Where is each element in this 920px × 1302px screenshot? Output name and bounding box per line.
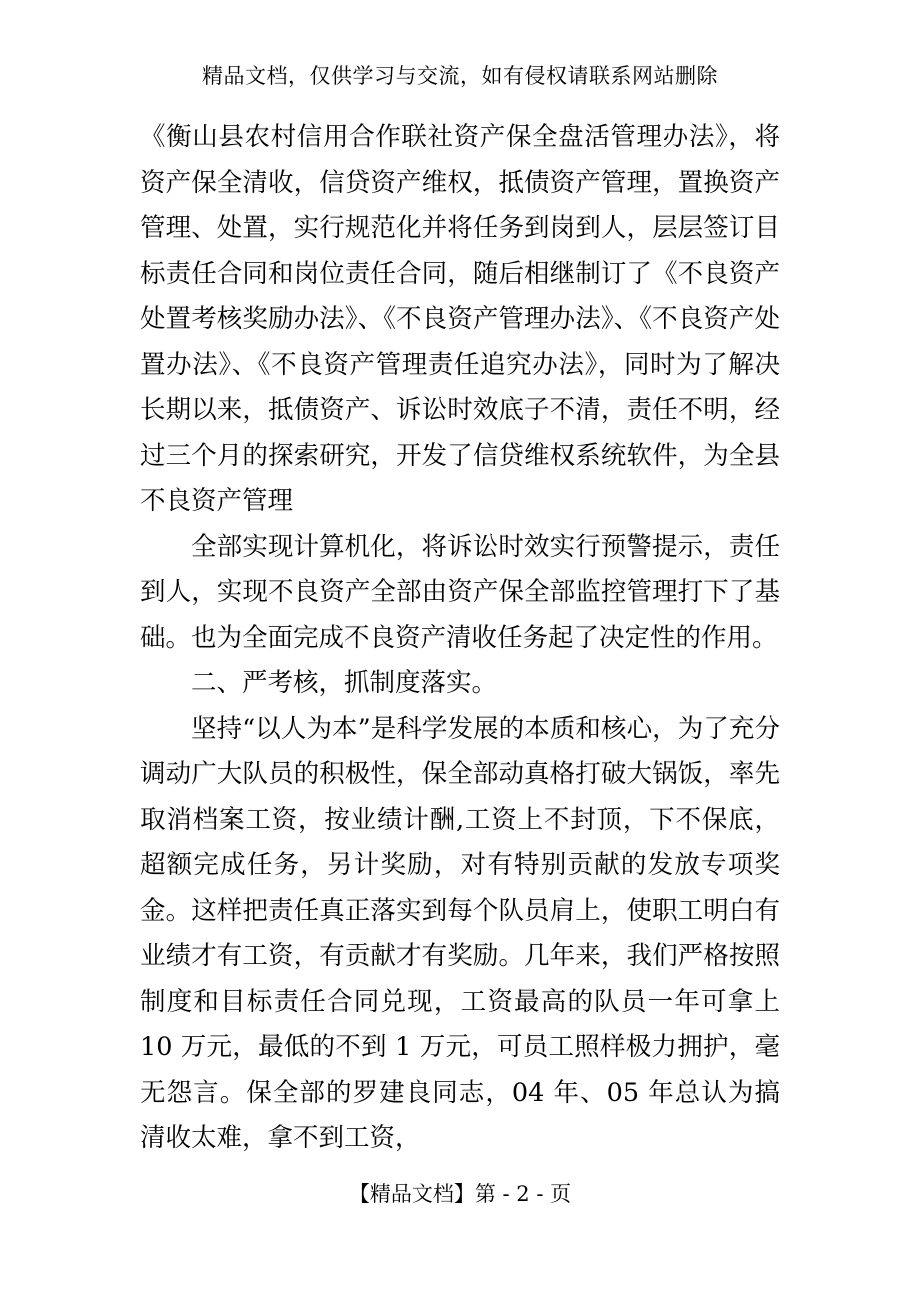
document-body [140, 115, 780, 1162]
section-heading-assessment: 二、严考核，抓制度落实。 [191, 668, 498, 698]
paragraph-continuation: 《衡山县农村信用合作联社资产保全盘活管理办法》，将资产保全清收，信贷资产维权，抵债资产管理，置换资产管理、处置，实行规范化并将任务到岗到人，层层签订目标责任合同和岗位责任合同，随后相继制订了《不良资产处置考核奖励办法》、《不良资产管理办法》、《不良资产处置办法》、《不良资产管理责任追究办法》，同时为了解决长期以来，抵债资产、诉讼时效底子不清，责任不明，经过三个月的探索研究，开发了信贷维权系统软件，为全县不良资产管理 [140, 122, 780, 516]
page-footer-number: 【精品文档】第 - 2 - 页 [348, 1182, 572, 1206]
page-header-notice: 精品文档，仅供学习与交流，如有侵权请联系网站删除 [202, 64, 718, 88]
paragraph-computerization: 全部实现计算机化，将诉讼时效实行预警提示，责任到人，实现不良资产全部由资产保全部监控管理打下了基础。也为全面完成不良资产清收任务起了决定性的作用。 [140, 531, 780, 653]
paragraph-people-oriented: 坚持“以人为本”是科学发展的本质和核心，为了充分调动广大队员的积极性，保全部动真格打破大锅饭，率先取消档案工资，按业绩计酬,工资上不封顶，下不保底，超额完成任务，另计奖励，对有特别贡献的发放专项奖金。这样把责任真正落实到每个队员肩上，使职工明白有业绩才有工资，有贡献才有奖励。几年来，我们严格按照制度和目标责任合同兑现，工资最高的队员一年可拿上 10 万元，最低的不到 1 万元，可员工照样极力拥护，毫无怨言。保全部的罗建良同志，04 年、05 年总认为搞清收太难，拿不到工资， [140, 713, 780, 1153]
